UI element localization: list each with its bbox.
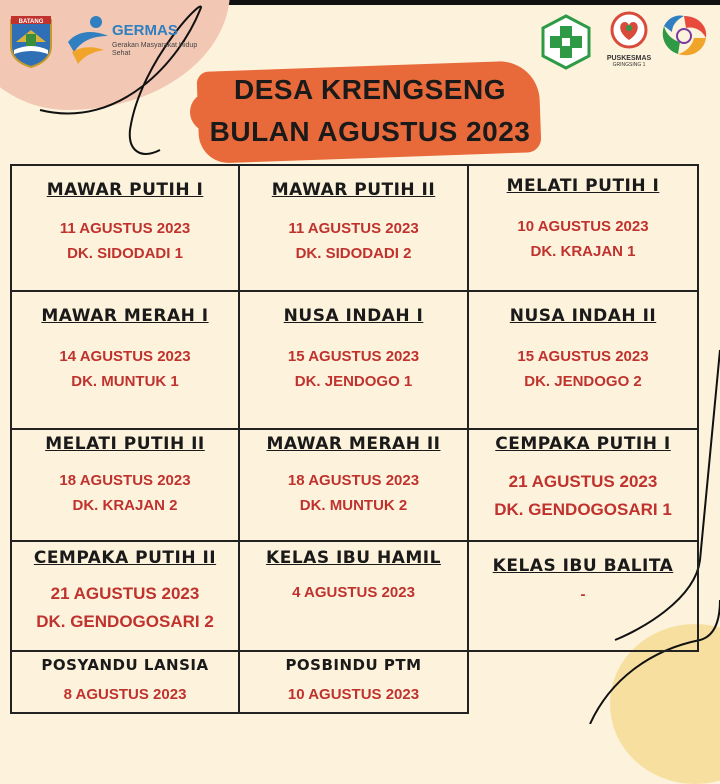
cell-place: DK. KRAJAN 2 [72,497,178,514]
cell-heading: MELATI PUTIH I [506,176,660,196]
schedule-cell [11,291,239,429]
cell-date: 14 AGUSTUS 2023 [59,348,191,365]
schedule-cell [468,429,698,541]
cell-heading: MELATI PUTIH II [45,434,205,454]
cell-date: 15 AGUSTUS 2023 [287,348,420,365]
cell-date: 11 AGUSTUS 2023 [288,220,419,237]
schedule-cell [11,541,239,651]
table-row [11,541,698,651]
schedule-cell [468,541,698,651]
schedule-cell [239,541,468,651]
table-row [11,291,698,429]
cell-place: DK. MUNTUK 1 [71,373,179,390]
germas-subtitle: Gerakan Masyarakat Hidup Sehat [112,42,198,57]
cell-heading: MAWAR MERAH I [41,306,209,326]
cell-heading: NUSA INDAH II [509,306,657,326]
cell-place: DK. SIDODADI 1 [67,245,183,262]
table-row [11,429,698,541]
germas-logo [64,12,214,66]
health-cross-logo [540,14,592,70]
cell-heading: MAWAR MERAH II [266,434,441,454]
puskesmas-subtitle: GRINGSING 1 [612,62,646,68]
cell-heading: MAWAR PUTIH II [271,180,436,200]
table-row [11,651,698,713]
cell-date: 18 AGUSTUS 2023 [59,472,191,489]
cell-place: DK. JENDOGO 1 [294,373,413,390]
cell-heading: KELAS IBU BALITA [492,556,674,576]
cell-heading: POSYANDU LANSIA [41,656,209,674]
cell-date: 10 AGUSTUS 2023 [287,686,420,703]
colorful-logo [658,12,710,60]
page-title-line-1: DESA KRENGSENG [233,74,506,105]
schedule-cell [11,165,239,291]
cell-place: DK. JENDOGO 2 [524,373,642,390]
cell-place: DK. MUNTUK 2 [299,497,408,514]
schedule-cell [11,651,239,713]
cell-date: - [580,586,586,603]
puskesmas-title: PUSKESMAS [606,55,652,62]
schedule-cell [239,165,468,291]
cell-heading: KELAS IBU HAMIL [266,548,441,568]
germas-title: GERMAS [112,22,178,39]
cell-place: DK. GENDOGOSARI 2 [36,612,214,631]
schedule-cell [239,291,468,429]
cell-heading: POSBINDU PTM [285,656,422,674]
schedule-cell [11,429,239,541]
cell-heading: CEMPAKA PUTIH II [33,548,217,568]
cell-date: 4 AGUSTUS 2023 [292,584,415,601]
schedule-table [10,164,699,714]
batang-logo-text: BATANG [18,19,44,25]
empty-cell [468,651,698,713]
schedule-cell [239,429,468,541]
page-title-line-2: BULAN AGUSTUS 2023 [209,116,531,147]
puskesmas-logo [604,10,654,78]
cell-date: 10 AGUSTUS 2023 [517,218,649,235]
cell-date: 18 AGUSTUS 2023 [287,472,420,489]
cell-date: 11 AGUSTUS 2023 [59,220,191,237]
cell-place: DK. SIDODADI 2 [295,245,412,262]
schedule-cell [468,165,698,291]
cell-place: DK. GENDOGOSARI 1 [494,500,672,519]
cell-heading: CEMPAKA PUTIH I [495,434,671,454]
cell-heading: NUSA INDAH I [283,306,424,326]
batang-logo [8,12,54,68]
cell-date: 21 AGUSTUS 2023 [508,472,658,491]
table-row [11,165,698,291]
cell-date: 21 AGUSTUS 2023 [50,584,200,603]
cell-place: DK. KRAJAN 1 [530,243,636,260]
cell-heading: MAWAR PUTIH I [46,180,204,200]
schedule-cell [468,291,698,429]
cell-date: 8 AGUSTUS 2023 [63,686,187,703]
cell-date: 15 AGUSTUS 2023 [517,348,649,365]
schedule-cell [239,651,468,713]
